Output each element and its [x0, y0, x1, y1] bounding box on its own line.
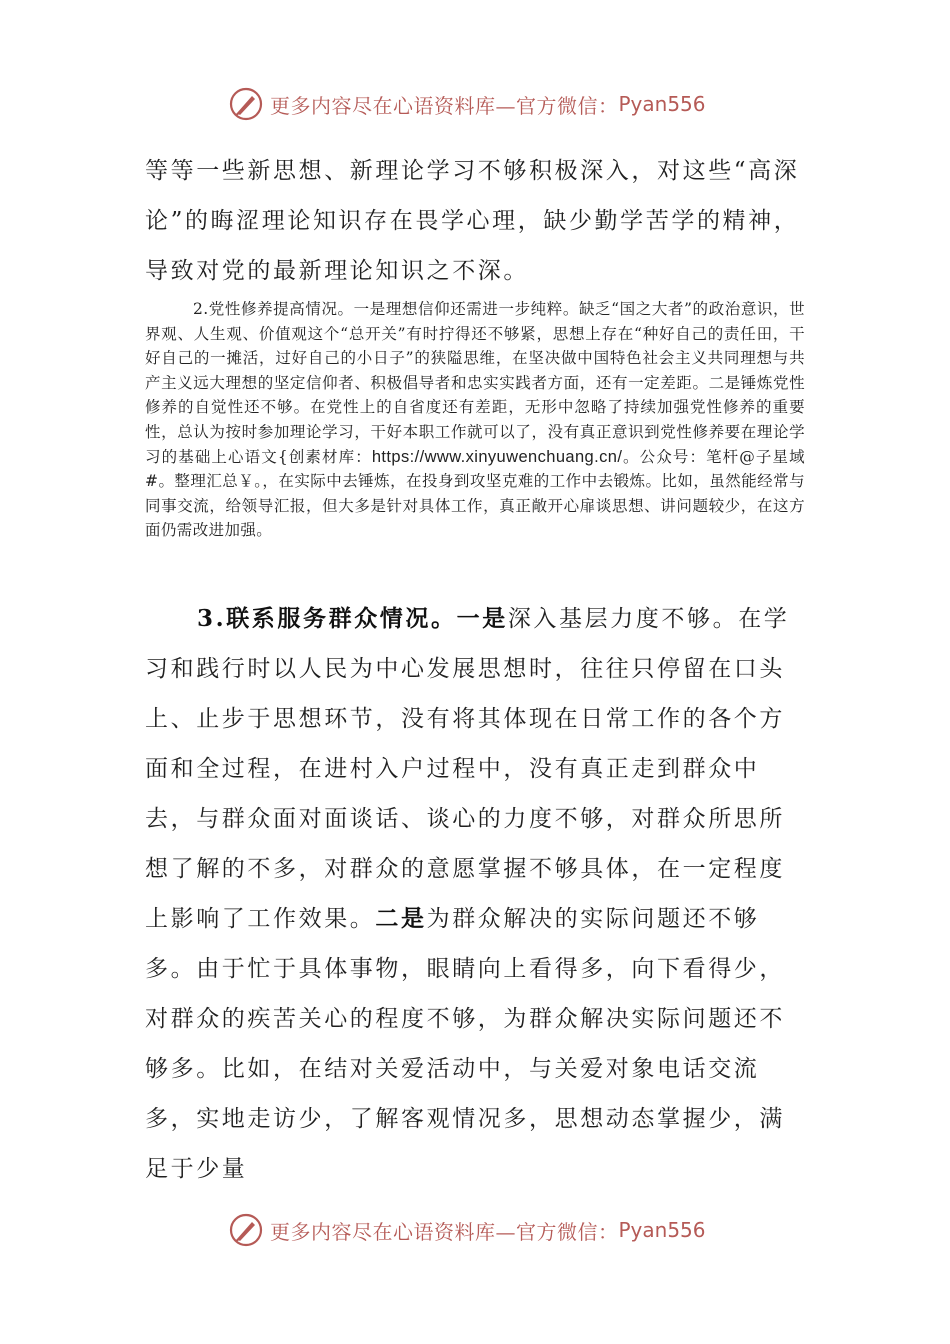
paragraph-party-spirit: [145, 297, 805, 543]
footer-banner: [228, 1210, 748, 1250]
banner-text: 更多内容尽在心语资料库—官方微信：: [270, 1219, 619, 1244]
party-spirit-text: 2.党性修养提高情况。一是理想信仰还需进一步纯粹。缺乏“国之大者”的政治意识，世界观、人生观、价值观这个“总开关”有时拧得还不够紧，思想上存在“种好自己的责任田，干好自己的一摊活，过好自己的小日子”的狭隘思维，在坚决做中国特色社会主义共同理想与共产主义远大理想的坚定信仰者、积极倡导者和忠实实践者方面，还有一定差距。二是锤炼党性修养的自觉性还不够。在党性上的自省度还有差距，无形中忽略了持续加强党性修养的重要性，总认为按时参加理论学习，干好本职工作就可以了，没有真正意识到党性修养要在理论学习的基础上心语文{创素材库：: [145, 300, 805, 466]
banner-wechat-id: Pyan556: [618, 92, 706, 116]
paragraph-theory-study: 等等一些新思想、新理论学习不够积极深入，对这些“高深论”的晦涩理论知识存在畏学心理，缺少勤学苦学的精神，导致对党的最新理论知识之不深。: [145, 158, 800, 284]
serving-masses-text-continued: 为群众解决的实际问题还不够多。由于忙于具体事物，眼睛向上看得多，向下看得少，对群众的疾苦关心的程度不够，为群众解决实际问题还不够多。比如，在结对关爱活动中，与关爱对象电话交流多，实地走访少，了解客观情况多，思想动态掌握少，满足于少量: [145, 906, 785, 1182]
pen-circle-logo-icon: [228, 86, 264, 122]
paragraph-serving-masses: [145, 594, 805, 1194]
party-spirit-text-continued: 。公众号：笔杆@子星域#。整理汇总￥。，在实际中去锤炼，在投身到攻坚克难的工作中去锻炼。比如，虽然能经常与同事交流，给领导汇报，但大多是针对具体工作，真正敞开心扉谈思想、讲问题较少，在这方面仍需改进加强。: [145, 447, 805, 540]
pen-circle-logo-icon: [228, 1212, 264, 1248]
banner-text: 更多内容尽在心语资料库—官方微信：: [270, 93, 619, 118]
banner-wechat-id: Pyan556: [618, 1218, 706, 1242]
point-two-label: 二是: [375, 905, 427, 932]
source-url: https://www.xinyuwenchuang.cn/: [371, 447, 623, 466]
serving-masses-text: 深入基层力度不够。在学习和践行时以人民为中心发展思想时，往往只停留在口头上、止步于思想环节，没有将其体现在日常工作的各个方面和全过程，在进村入户过程中，没有真正走到群众中去，与群众面对面谈话、谈心的力度不够，对群众所思所想了解的不多，对群众的意愿掌握不够具体，在一定程度上影响了工作效果。: [145, 606, 790, 932]
section-heading: 3.联系服务群众情况。一是: [197, 605, 508, 632]
header-banner: [228, 84, 748, 124]
